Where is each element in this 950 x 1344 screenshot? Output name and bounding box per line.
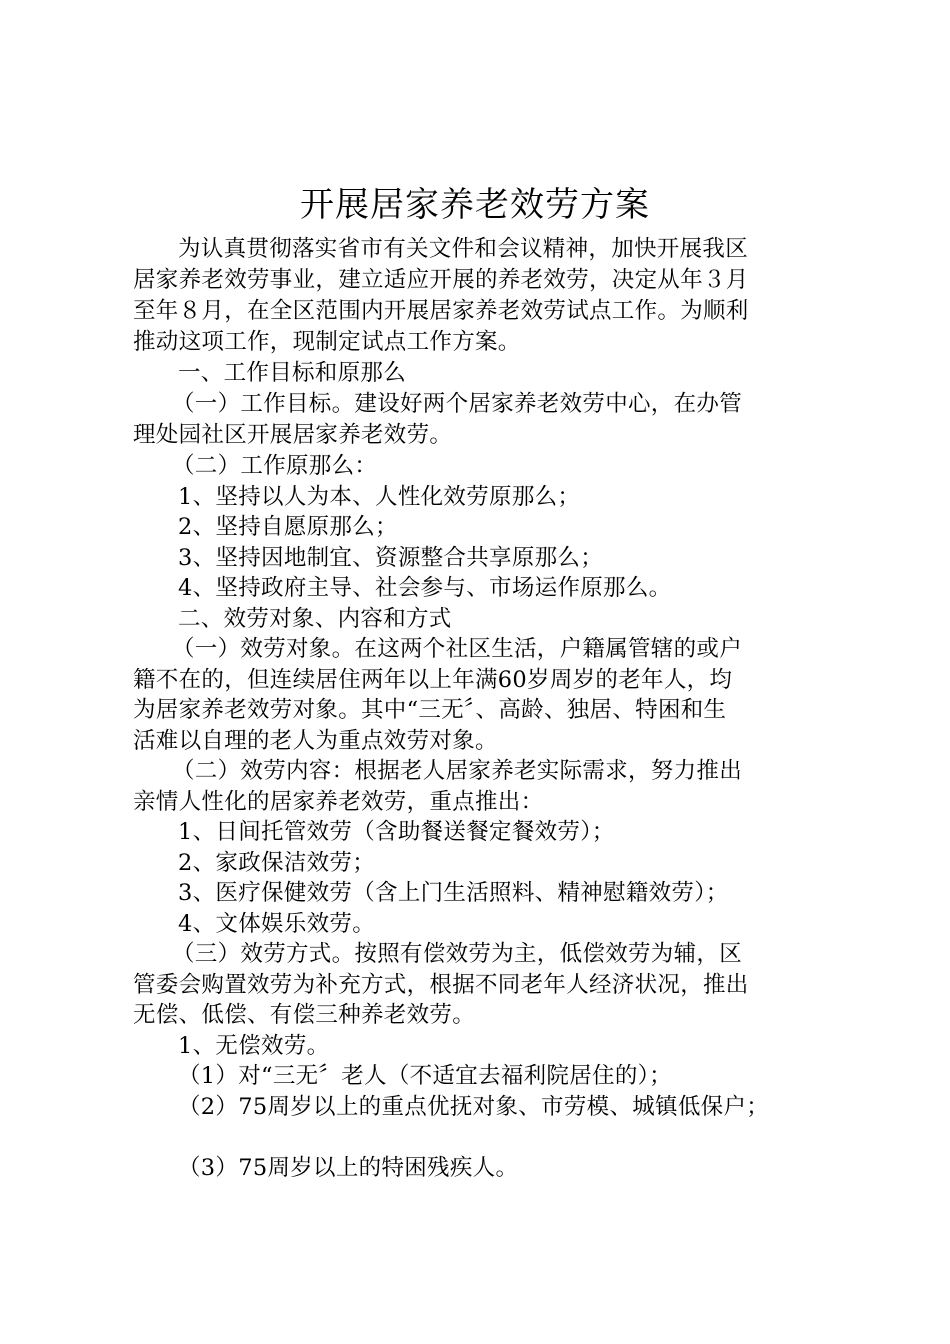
paragraph-line: 亲情人性化的居家养老效劳，重点推出： — [133, 789, 544, 815]
paragraph-line: 无偿、低偿、有偿三种养老效劳。 — [133, 1002, 476, 1028]
paragraph-line: 理处园社区开展居家养老效劳。 — [133, 422, 453, 448]
list-item: 3、坚持因地制宜、资源整合共享原那么； — [178, 545, 604, 571]
list-item: 1、坚持以人为本、人性化效劳原那么； — [178, 484, 581, 510]
paragraph-line: （一）工作目标。建设好两个居家养老效劳中心，在办管 — [172, 391, 743, 417]
subheading: （二）工作原那么： — [172, 453, 378, 479]
list-item: 1、无偿效劳。 — [178, 1033, 330, 1059]
paragraph-line: （一）效劳对象。在这两个社区生活，户籍属管辖的或户 — [172, 636, 743, 662]
paragraph-line: 活难以自理的老人为重点效劳对象。 — [133, 728, 498, 754]
list-item: 1、日间托管效劳（含助餐送餐定餐效劳）； — [178, 819, 615, 845]
paragraph-line: 至年８月，在全区范围内开展居家养老效劳试点工作。为顺利 — [133, 298, 749, 324]
paragraph-line: 籍不在的，但连续居住两年以上年满60岁周岁的老年人，均 — [133, 667, 733, 693]
list-item: （1）对“三无〞老人（不适宜去福利院居住的）； — [178, 1063, 672, 1089]
section-heading: 二、效劳对象、内容和方式 — [178, 606, 452, 632]
list-item: 2、坚持自愿原那么； — [178, 514, 398, 540]
list-item: 3、医疗保健效劳（含上门生活照料、精神慰籍效劳）； — [178, 880, 729, 906]
list-item: 4、坚持政府主导、社会参与、市场运作原那么。 — [178, 575, 672, 601]
list-item: 2、家政保洁效劳； — [178, 850, 376, 876]
list-item: （3）75周岁以上的特困残疾人。 — [178, 1155, 519, 1181]
paragraph-line: 为认真贯彻落实省市有关文件和会议精神，加快开展我区 — [178, 236, 749, 262]
list-item: 4、文体娱乐效劳。 — [178, 911, 376, 937]
paragraph-line: 为居家养老效劳对象。其中“三无〞、高龄、独居、特困和生 — [133, 697, 727, 723]
document-title: 开展居家养老效劳方案 — [300, 185, 650, 225]
paragraph-line: 管委会购置效劳为补充方式，根据不同老年人经济状况，推出 — [133, 972, 749, 998]
paragraph-line: （三）效劳方式。按照有偿效劳为主，低偿效劳为辅，区 — [172, 941, 743, 967]
paragraph-line: 推动这项工作，现制定试点工作方案。 — [133, 329, 521, 355]
list-item: （2）75周岁以上的重点优抚对象、市劳模、城镇低保户； — [178, 1094, 770, 1120]
paragraph-line: （二）效劳内容：根据老人居家养老实际需求，努力推出 — [172, 758, 743, 784]
paragraph-line: 居家养老效劳事业，建立适应开展的养老效劳，决定从年３月 — [133, 267, 749, 293]
section-heading: 一、工作目标和原那么 — [178, 360, 407, 386]
